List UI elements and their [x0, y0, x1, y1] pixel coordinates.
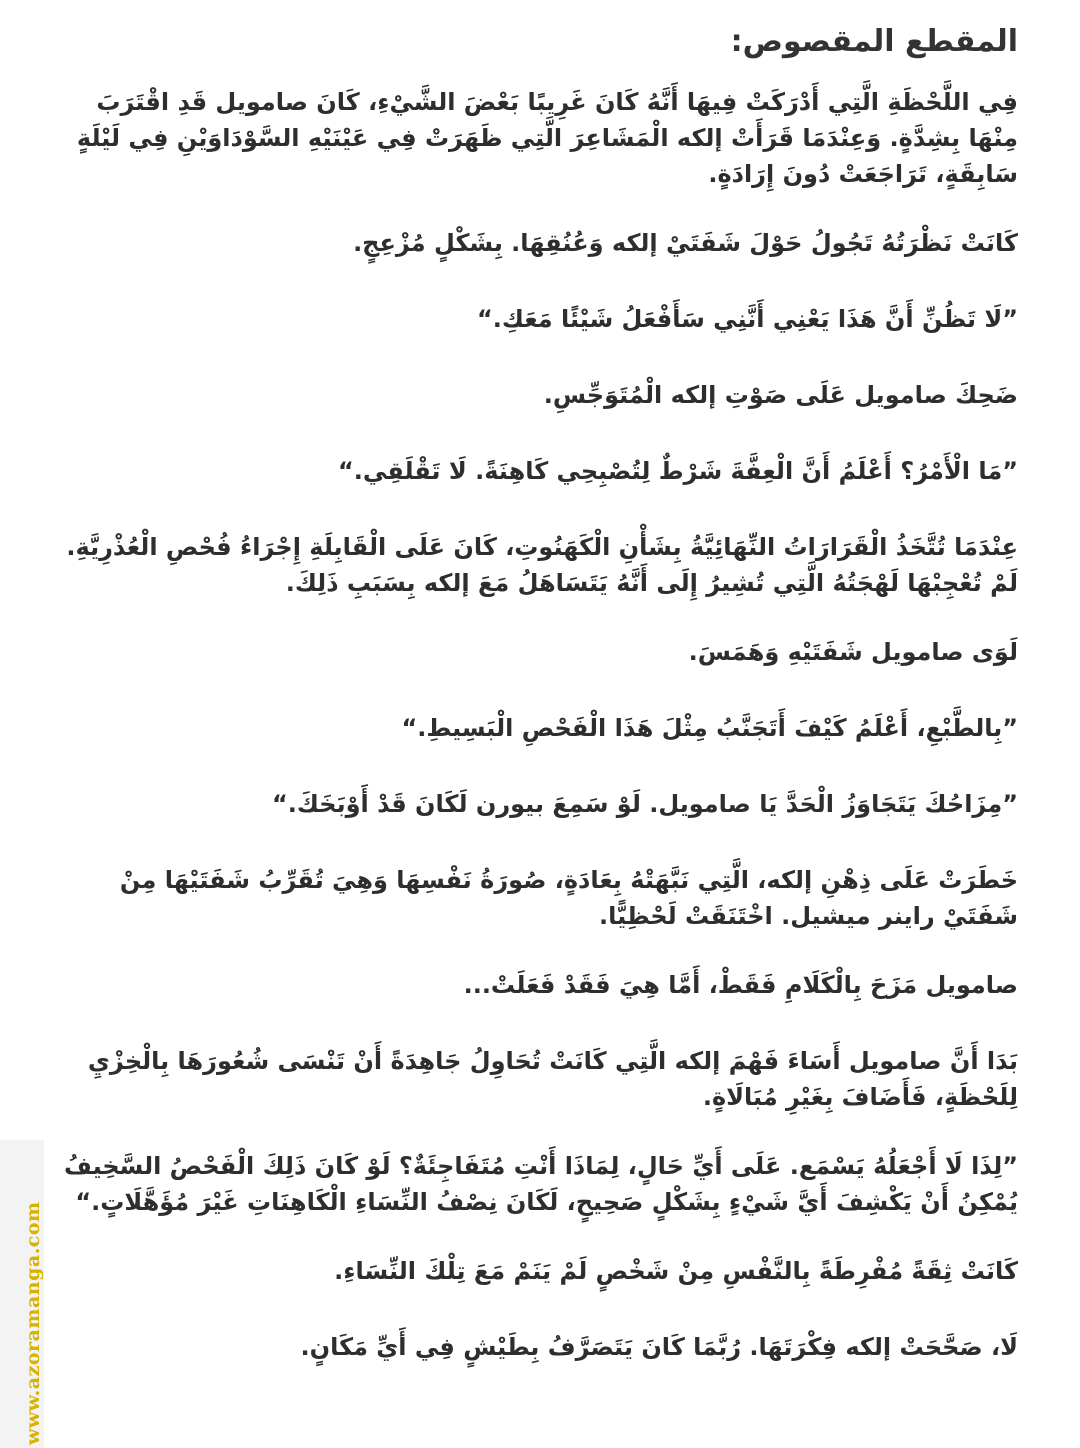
paragraph-5: ”مَا الْأَمْرُ؟ أَعْلَمُ أَنَّ الْعِفَّةَ شَرْطٌ لِتُصْبِحِي كَاهِنَةً. لَا تَقْلَقِي.“ — [338, 457, 1018, 485]
paragraph-7: لَوَى صامويل شَفَتَيْهِ وَهَمَسَ. — [688, 638, 1018, 666]
paragraph-11: صامويل مَزَحَ بِالْكَلَامِ فَقَطْ، أَمَّا هِيَ فَقَدْ فَعَلَتْ... — [463, 971, 1018, 999]
chapter-text — [52, 14, 1018, 1405]
paragraph-15: لَا، صَحَّحَتْ إلكه فِكْرَتَهَا. رُبَّمَا كَانَ يَتَصَرَّفُ بِطَيْشٍ فِي أَيِّ مَكَانٍ. — [300, 1333, 1018, 1361]
paragraph-8: ”بِالطَّبْعِ، أَعْلَمُ كَيْفَ أَتَجَنَّبُ مِثْلَ هَذَا الْفَحْصِ الْبَسِيطِ.“ — [401, 714, 1018, 742]
paragraph-13: ”لِذَا لَا أَجْعَلُهُ يَسْمَع. عَلَى أَيِّ حَالٍ، لِمَاذَا أَنْتِ مُتَفَاجِئَةٌ؟ لَوْ كَانَ ذَلِكَ الْفَحْصُ السَّخِيفُ يُمْكِنُ أَنْ يَكْشِفَ أَيَّ شَيْءٍ بِشَكْلٍ صَحِيحٍ، لَكَانَ نِصْفُ النِّسَاءِ الْكَاهِنَاتِ غَيْرَ مُؤَهَّلَاتٍ.“ — [63, 1152, 1018, 1216]
paragraph-1: فِي اللَّحْظَةِ الَّتِي أَدْرَكَتْ فِيهَا أَنَّهُ كَانَ غَرِيبًا بَعْضَ الشَّيْءِ، كَانَ صامويل قَدِ اقْتَرَبَ مِنْهَا بِشِدَّةٍ. وَعِنْدَمَا قَرَأَتْ إلكه الْمَشَاعِرَ الَّتِي ظَهَرَتْ فِي عَيْنَيْهِ السَّوْدَاوَيْنِ فِي لَيْلَةٍ سَابِقَةٍ، تَرَاجَعَتْ دُونَ إِرَادَةٍ. — [76, 88, 1018, 188]
site-watermark: www.azoramanga.com — [22, 1201, 44, 1445]
paragraph-12: بَدَا أَنَّ صامويل أَسَاءَ فَهْمَ إلكه الَّتِي كَانَتْ تُحَاوِلُ جَاهِدَةً أَنْ تَنْسَى شُعُورَهَا بِالْخِزْيِ لِلَحْظَةٍ، فَأَضَافَ بِغَيْرِ مُبَالَاةٍ. — [87, 1047, 1018, 1111]
paragraph-14: كَانَتْ ثِقَةً مُفْرِطَةً بِالنَّفْسِ مِنْ شَخْصٍ لَمْ يَنَمْ مَعَ تِلْكَ النِّسَاءِ. — [334, 1257, 1018, 1285]
paragraph-3: ”لَا تَظُنِّ أَنَّ هَذَا يَعْنِي أَنَّنِي سَأَفْعَلُ شَيْئًا مَعَكِ.“ — [476, 305, 1018, 333]
section-title: المقطع المقصوص: — [730, 24, 1018, 59]
paragraph-2: كَانَتْ نَظْرَتُهُ تَجُولُ حَوْلَ شَفَتَيْ إلكه وَعُنُقِهَا. بِشَكْلٍ مُزْعِجٍ. — [353, 229, 1018, 257]
paragraph-10: خَطَرَتْ عَلَى ذِهْنِ إلكه، الَّتِي نَبَّهَتْهُ بِعَادَةٍ، صُورَةُ نَفْسِهَا وَهِيَ تُقَرِّبُ شَفَتَيْهَا مِنْ شَفَتَيْ راينر ميشيل. اخْتَنَقَتْ لَحْظِيًّا. — [119, 866, 1018, 930]
paragraph-9: ”مِزَاحُكَ يَتَجَاوَزُ الْحَدَّ يَا صامويل. لَوْ سَمِعَ بيورن لَكَانَ قَدْ أَوْبَخَكَ.“ — [272, 790, 1018, 818]
paragraph-4: ضَحِكَ صامويل عَلَى صَوْتِ إلكه الْمُتَوَجِّسِ. — [543, 381, 1018, 409]
paragraph-6: عِنْدَمَا تُتَّخَذُ الْقَرَارَاتُ النِّهَائِيَّةُ بِشَأْنِ الْكَهَنُوتِ، كَانَ عَلَى الْقَابِلَةِ إِجْرَاءُ فُحْصِ الْعُذْرِيَّةِ. لَمْ تُعْجِبْهَا لَهْجَتُهُ الَّتِي تُشِيرُ إِلَى أَنَّهُ يَتَسَاهَلُ مَعَ إلكه بِسَبَبِ ذَلِكَ. — [66, 533, 1018, 597]
